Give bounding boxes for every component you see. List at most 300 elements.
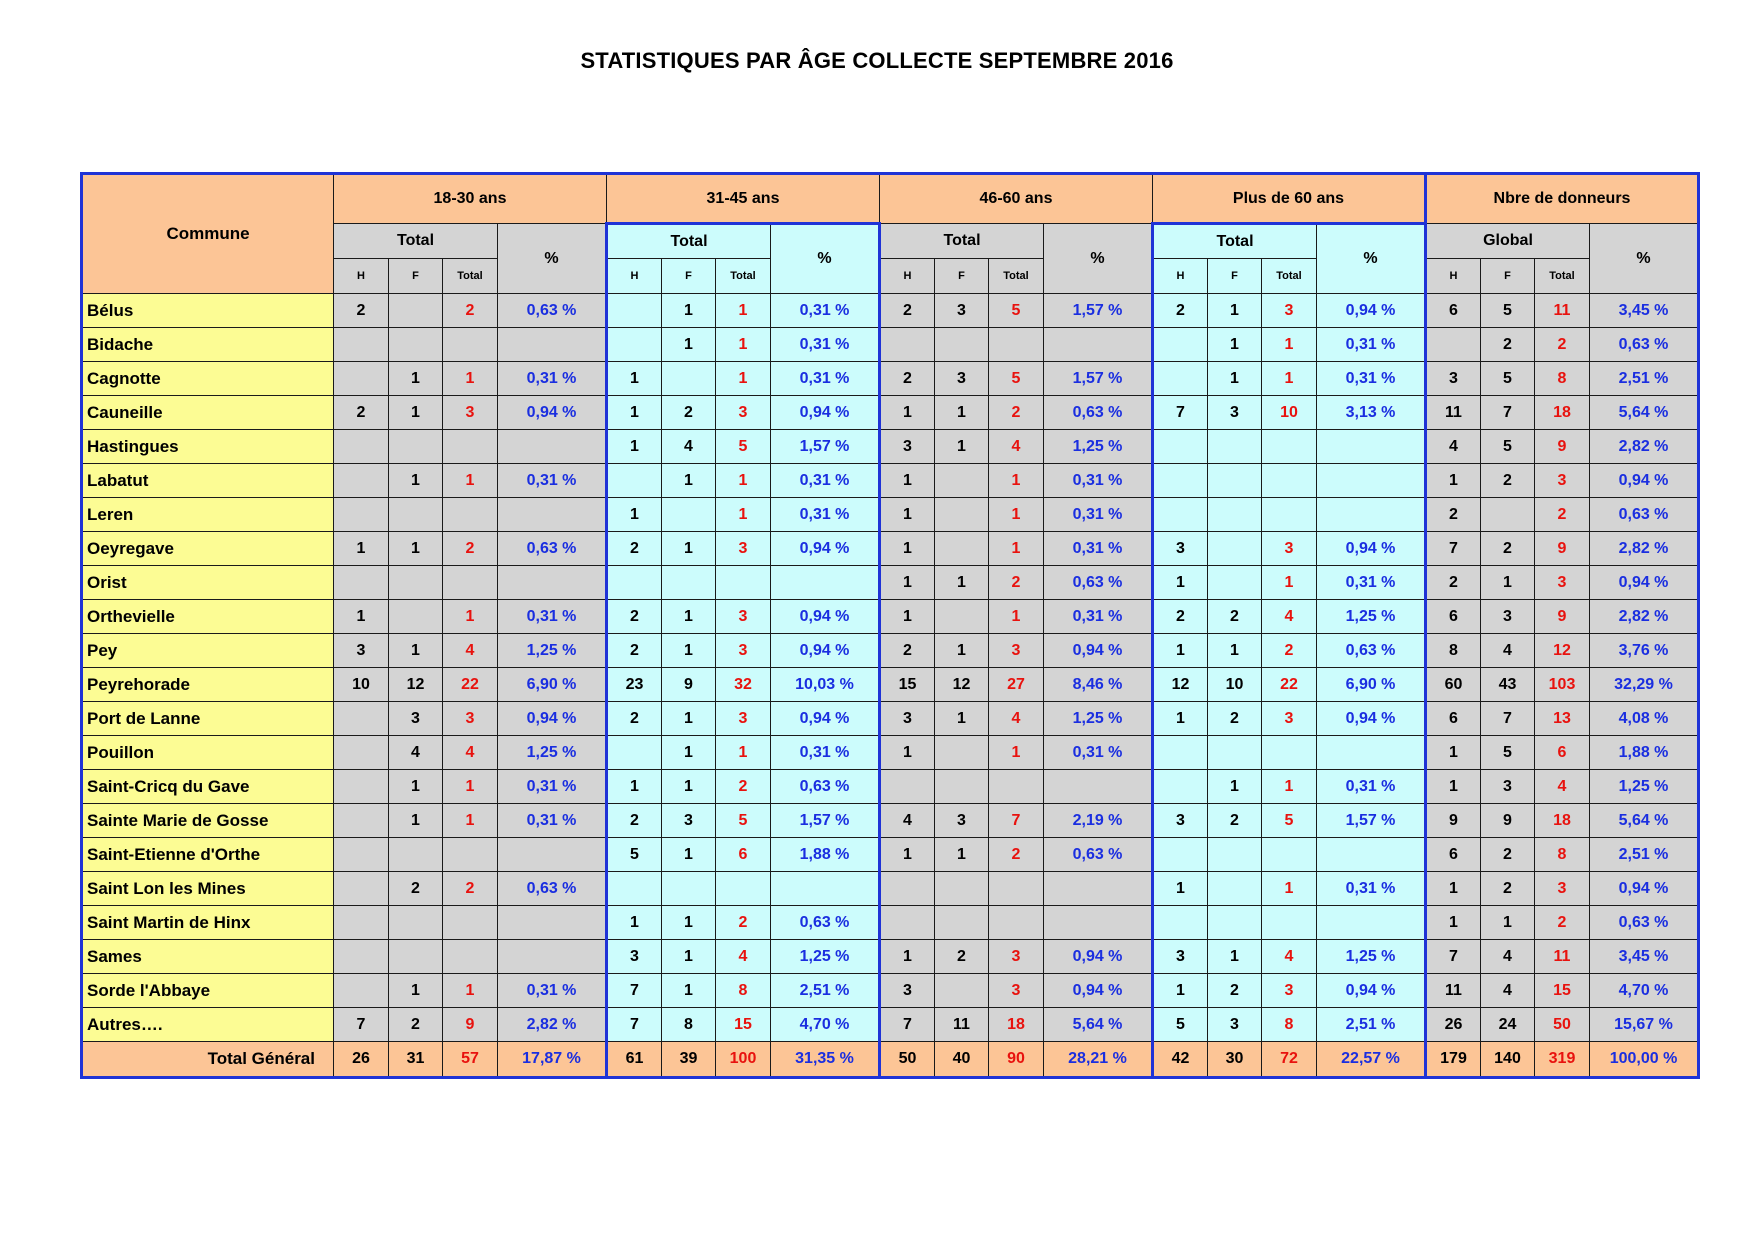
cell-pct-31-45: 0,31 % xyxy=(771,464,880,498)
cell-h-31-45: 61 xyxy=(607,1042,662,1078)
subheader-pct-31-45: % xyxy=(771,224,880,294)
cell-h-18-30 xyxy=(334,906,389,940)
cell-pct-46-60: 1,57 % xyxy=(1044,294,1153,328)
cell-h-46-60: 1 xyxy=(880,498,935,532)
cell-total-18-30: 57 xyxy=(443,1042,498,1078)
commune-name: Saint-Etienne d'Orthe xyxy=(82,838,334,872)
cell-pct-60-plus: 1,57 % xyxy=(1317,804,1426,838)
cell-h-46-60: 1 xyxy=(880,396,935,430)
cell-total-60-plus: 4 xyxy=(1262,600,1317,634)
cell-total-60-plus: 5 xyxy=(1262,804,1317,838)
cell-f-18-30: 1 xyxy=(389,362,443,396)
cell-f-46-60 xyxy=(935,600,989,634)
cell-f-31-45: 1 xyxy=(662,736,716,770)
cell-h-46-60: 2 xyxy=(880,294,935,328)
subheader-total-donneurs: Global xyxy=(1426,224,1590,259)
cell-f-donneurs xyxy=(1481,498,1535,532)
cell-f-donneurs: 2 xyxy=(1481,838,1535,872)
cell-h-18-30 xyxy=(334,328,389,362)
cell-pct-18-30: 0,94 % xyxy=(498,396,607,430)
cell-h-46-60 xyxy=(880,906,935,940)
cell-total-18-30: 4 xyxy=(443,634,498,668)
cell-total-donneurs: 6 xyxy=(1535,736,1590,770)
cell-pct-donneurs: 5,64 % xyxy=(1590,804,1699,838)
cell-h-60-plus: 2 xyxy=(1153,600,1208,634)
commune-name: Leren xyxy=(82,498,334,532)
cell-pct-18-30: 0,31 % xyxy=(498,362,607,396)
cell-total-60-plus: 3 xyxy=(1262,294,1317,328)
cell-pct-46-60: 0,63 % xyxy=(1044,566,1153,600)
cell-h-46-60: 1 xyxy=(880,600,935,634)
cell-pct-31-45: 0,63 % xyxy=(771,770,880,804)
cell-pct-18-30: 0,63 % xyxy=(498,294,607,328)
cell-h-18-30: 10 xyxy=(334,668,389,702)
commune-name: Cagnotte xyxy=(82,362,334,396)
cell-h-46-60: 3 xyxy=(880,974,935,1008)
commune-name: Hastingues xyxy=(82,430,334,464)
cell-f-18-30: 1 xyxy=(389,974,443,1008)
commune-name: Bélus xyxy=(82,294,334,328)
cell-f-60-plus: 1 xyxy=(1208,294,1262,328)
cell-total-18-30: 3 xyxy=(443,396,498,430)
cell-h-18-30 xyxy=(334,872,389,906)
subheader-total-46-60: Total xyxy=(880,224,1044,259)
cell-f-31-45: 1 xyxy=(662,464,716,498)
cell-h-60-plus: 1 xyxy=(1153,974,1208,1008)
cell-f-60-plus: 2 xyxy=(1208,804,1262,838)
cell-pct-60-plus: 0,31 % xyxy=(1317,328,1426,362)
cell-total-31-45: 3 xyxy=(716,634,771,668)
cell-f-donneurs: 4 xyxy=(1481,940,1535,974)
cell-h-60-plus: 3 xyxy=(1153,940,1208,974)
cell-pct-60-plus: 0,31 % xyxy=(1317,770,1426,804)
cell-total-31-45: 5 xyxy=(716,804,771,838)
cell-h-60-plus: 5 xyxy=(1153,1008,1208,1042)
group-header-46-60: 46-60 ans xyxy=(880,174,1153,224)
cell-f-46-60 xyxy=(935,736,989,770)
cell-f-46-60: 1 xyxy=(935,838,989,872)
col-header-f-46-60: F xyxy=(935,259,989,294)
cell-h-46-60: 2 xyxy=(880,362,935,396)
cell-h-18-30: 1 xyxy=(334,532,389,566)
subheader-total-31-45: Total xyxy=(607,224,771,259)
cell-pct-31-45: 0,31 % xyxy=(771,498,880,532)
cell-total-donneurs: 50 xyxy=(1535,1008,1590,1042)
commune-name: Pouillon xyxy=(82,736,334,770)
cell-h-31-45: 2 xyxy=(607,600,662,634)
cell-total-donneurs: 13 xyxy=(1535,702,1590,736)
cell-f-46-60 xyxy=(935,906,989,940)
cell-pct-46-60: 1,25 % xyxy=(1044,430,1153,464)
cell-h-60-plus xyxy=(1153,430,1208,464)
table-row xyxy=(82,736,1699,770)
cell-f-18-30: 1 xyxy=(389,464,443,498)
cell-total-donneurs: 103 xyxy=(1535,668,1590,702)
cell-h-31-45: 1 xyxy=(607,906,662,940)
cell-h-60-plus: 12 xyxy=(1153,668,1208,702)
cell-total-46-60 xyxy=(989,770,1044,804)
table-row xyxy=(82,464,1699,498)
cell-total-60-plus: 1 xyxy=(1262,566,1317,600)
cell-total-60-plus: 2 xyxy=(1262,634,1317,668)
cell-total-31-45: 4 xyxy=(716,940,771,974)
cell-total-18-30 xyxy=(443,328,498,362)
cell-h-60-plus xyxy=(1153,498,1208,532)
cell-f-60-plus xyxy=(1208,430,1262,464)
cell-total-donneurs: 4 xyxy=(1535,770,1590,804)
cell-pct-donneurs: 2,51 % xyxy=(1590,838,1699,872)
cell-f-donneurs: 140 xyxy=(1481,1042,1535,1078)
cell-h-31-45: 2 xyxy=(607,532,662,566)
cell-pct-donneurs: 0,63 % xyxy=(1590,498,1699,532)
cell-total-18-30: 9 xyxy=(443,1008,498,1042)
cell-total-donneurs: 9 xyxy=(1535,532,1590,566)
cell-pct-donneurs: 5,64 % xyxy=(1590,396,1699,430)
cell-f-46-60: 3 xyxy=(935,294,989,328)
table-row xyxy=(82,702,1699,736)
cell-pct-18-30: 6,90 % xyxy=(498,668,607,702)
cell-h-donneurs: 2 xyxy=(1426,498,1481,532)
cell-f-donneurs: 5 xyxy=(1481,736,1535,770)
col-header-f-60-plus: F xyxy=(1208,259,1262,294)
cell-f-31-45: 1 xyxy=(662,974,716,1008)
cell-h-donneurs: 11 xyxy=(1426,974,1481,1008)
cell-pct-donneurs: 4,70 % xyxy=(1590,974,1699,1008)
cell-h-donneurs xyxy=(1426,328,1481,362)
cell-h-31-45: 2 xyxy=(607,702,662,736)
cell-h-31-45 xyxy=(607,872,662,906)
col-header-total-31-45: Total xyxy=(716,259,771,294)
table-row xyxy=(82,838,1699,872)
cell-pct-46-60: 0,31 % xyxy=(1044,600,1153,634)
cell-total-donneurs: 3 xyxy=(1535,566,1590,600)
cell-h-46-60 xyxy=(880,872,935,906)
cell-h-18-30 xyxy=(334,430,389,464)
cell-f-46-60: 12 xyxy=(935,668,989,702)
table-row xyxy=(82,804,1699,838)
cell-f-18-30 xyxy=(389,566,443,600)
commune-name: Saint Lon les Mines xyxy=(82,872,334,906)
cell-h-60-plus: 3 xyxy=(1153,804,1208,838)
cell-total-18-30 xyxy=(443,430,498,464)
cell-total-18-30 xyxy=(443,566,498,600)
cell-h-60-plus: 2 xyxy=(1153,294,1208,328)
commune-name: Saint Martin de Hinx xyxy=(82,906,334,940)
cell-f-donneurs: 5 xyxy=(1481,294,1535,328)
cell-total-donneurs: 2 xyxy=(1535,906,1590,940)
cell-pct-18-30 xyxy=(498,838,607,872)
cell-total-31-45 xyxy=(716,566,771,600)
cell-h-18-30 xyxy=(334,940,389,974)
cell-h-31-45: 1 xyxy=(607,396,662,430)
cell-pct-60-plus: 0,31 % xyxy=(1317,872,1426,906)
col-header-total-donneurs: Total xyxy=(1535,259,1590,294)
cell-pct-31-45: 1,25 % xyxy=(771,940,880,974)
cell-h-60-plus: 1 xyxy=(1153,566,1208,600)
cell-total-60-plus: 3 xyxy=(1262,974,1317,1008)
commune-name: Peyrehorade xyxy=(82,668,334,702)
cell-total-46-60: 5 xyxy=(989,294,1044,328)
cell-f-donneurs: 1 xyxy=(1481,906,1535,940)
cell-h-donneurs: 26 xyxy=(1426,1008,1481,1042)
cell-total-donneurs: 8 xyxy=(1535,838,1590,872)
cell-h-donneurs: 11 xyxy=(1426,396,1481,430)
cell-f-60-plus xyxy=(1208,872,1262,906)
cell-pct-31-45 xyxy=(771,872,880,906)
cell-h-donneurs: 6 xyxy=(1426,294,1481,328)
commune-name: Labatut xyxy=(82,464,334,498)
cell-pct-18-30 xyxy=(498,906,607,940)
cell-f-46-60: 3 xyxy=(935,804,989,838)
cell-pct-60-plus xyxy=(1317,430,1426,464)
cell-total-60-plus: 3 xyxy=(1262,532,1317,566)
cell-pct-46-60: 28,21 % xyxy=(1044,1042,1153,1078)
cell-total-31-45: 1 xyxy=(716,362,771,396)
cell-h-donneurs: 6 xyxy=(1426,702,1481,736)
cell-total-60-plus: 10 xyxy=(1262,396,1317,430)
cell-h-donneurs: 6 xyxy=(1426,600,1481,634)
cell-pct-18-30: 0,31 % xyxy=(498,804,607,838)
commune-name: Orist xyxy=(82,566,334,600)
group-header-18-30: 18-30 ans xyxy=(334,174,607,224)
cell-f-60-plus xyxy=(1208,736,1262,770)
table-row xyxy=(82,566,1699,600)
cell-pct-31-45: 0,94 % xyxy=(771,532,880,566)
table-row xyxy=(82,396,1699,430)
cell-pct-31-45: 0,94 % xyxy=(771,702,880,736)
cell-total-60-plus xyxy=(1262,498,1317,532)
cell-total-46-60: 3 xyxy=(989,634,1044,668)
cell-pct-60-plus: 6,90 % xyxy=(1317,668,1426,702)
cell-h-60-plus: 7 xyxy=(1153,396,1208,430)
cell-f-31-45: 1 xyxy=(662,770,716,804)
cell-total-18-30 xyxy=(443,838,498,872)
total-general-label: Total Général xyxy=(82,1042,334,1078)
cell-h-46-60: 2 xyxy=(880,634,935,668)
col-header-f-18-30: F xyxy=(389,259,443,294)
cell-pct-18-30 xyxy=(498,940,607,974)
commune-name: Saint-Cricq du Gave xyxy=(82,770,334,804)
cell-total-donneurs: 18 xyxy=(1535,396,1590,430)
cell-f-18-30: 1 xyxy=(389,532,443,566)
cell-total-46-60: 27 xyxy=(989,668,1044,702)
cell-h-donneurs: 4 xyxy=(1426,430,1481,464)
cell-pct-18-30: 0,31 % xyxy=(498,464,607,498)
cell-pct-46-60: 0,31 % xyxy=(1044,464,1153,498)
cell-f-donneurs: 3 xyxy=(1481,600,1535,634)
cell-f-18-30: 1 xyxy=(389,634,443,668)
cell-pct-60-plus: 0,94 % xyxy=(1317,974,1426,1008)
cell-pct-46-60 xyxy=(1044,906,1153,940)
cell-pct-31-45: 1,57 % xyxy=(771,804,880,838)
cell-pct-31-45: 31,35 % xyxy=(771,1042,880,1078)
subheader-total-18-30: Total xyxy=(334,224,498,259)
cell-f-31-45: 9 xyxy=(662,668,716,702)
cell-f-46-60: 2 xyxy=(935,940,989,974)
cell-total-46-60: 1 xyxy=(989,498,1044,532)
cell-total-60-plus: 22 xyxy=(1262,668,1317,702)
cell-f-31-45: 39 xyxy=(662,1042,716,1078)
cell-total-60-plus xyxy=(1262,430,1317,464)
cell-total-46-60: 1 xyxy=(989,736,1044,770)
cell-h-18-30 xyxy=(334,464,389,498)
cell-h-18-30 xyxy=(334,974,389,1008)
cell-f-donneurs: 5 xyxy=(1481,362,1535,396)
cell-f-60-plus: 3 xyxy=(1208,1008,1262,1042)
cell-h-60-plus xyxy=(1153,838,1208,872)
cell-total-donneurs: 3 xyxy=(1535,872,1590,906)
cell-total-donneurs: 12 xyxy=(1535,634,1590,668)
cell-total-31-45: 5 xyxy=(716,430,771,464)
cell-pct-60-plus: 2,51 % xyxy=(1317,1008,1426,1042)
cell-pct-18-30: 1,25 % xyxy=(498,634,607,668)
col-header-h-31-45: H xyxy=(607,259,662,294)
cell-h-46-60: 1 xyxy=(880,940,935,974)
cell-pct-donneurs: 2,82 % xyxy=(1590,600,1699,634)
cell-f-60-plus xyxy=(1208,838,1262,872)
subheader-pct-60-plus: % xyxy=(1317,224,1426,294)
cell-f-31-45 xyxy=(662,362,716,396)
cell-h-60-plus: 3 xyxy=(1153,532,1208,566)
cell-h-46-60: 1 xyxy=(880,736,935,770)
cell-h-31-45 xyxy=(607,294,662,328)
cell-h-46-60 xyxy=(880,328,935,362)
cell-total-31-45: 1 xyxy=(716,294,771,328)
cell-f-31-45 xyxy=(662,498,716,532)
cell-h-31-45: 1 xyxy=(607,498,662,532)
commune-name: Pey xyxy=(82,634,334,668)
cell-total-60-plus: 8 xyxy=(1262,1008,1317,1042)
cell-pct-donneurs: 1,88 % xyxy=(1590,736,1699,770)
cell-f-18-30: 2 xyxy=(389,1008,443,1042)
cell-f-31-45 xyxy=(662,566,716,600)
cell-h-60-plus xyxy=(1153,736,1208,770)
cell-h-46-60: 1 xyxy=(880,464,935,498)
cell-total-46-60: 90 xyxy=(989,1042,1044,1078)
cell-f-60-plus: 1 xyxy=(1208,770,1262,804)
cell-f-donneurs: 43 xyxy=(1481,668,1535,702)
commune-name: Sainte Marie de Gosse xyxy=(82,804,334,838)
cell-total-46-60: 2 xyxy=(989,566,1044,600)
cell-f-46-60 xyxy=(935,328,989,362)
cell-pct-donneurs: 0,63 % xyxy=(1590,328,1699,362)
cell-h-31-45 xyxy=(607,464,662,498)
group-header-donneurs: Nbre de donneurs xyxy=(1426,174,1699,224)
cell-h-donneurs: 60 xyxy=(1426,668,1481,702)
cell-f-31-45: 3 xyxy=(662,804,716,838)
cell-h-46-60: 3 xyxy=(880,430,935,464)
cell-f-60-plus: 30 xyxy=(1208,1042,1262,1078)
cell-pct-31-45: 0,31 % xyxy=(771,328,880,362)
cell-pct-60-plus: 1,25 % xyxy=(1317,600,1426,634)
cell-f-46-60 xyxy=(935,498,989,532)
commune-header: Commune xyxy=(82,174,334,294)
cell-f-31-45: 1 xyxy=(662,838,716,872)
cell-total-46-60: 7 xyxy=(989,804,1044,838)
cell-total-donneurs: 2 xyxy=(1535,328,1590,362)
cell-total-60-plus xyxy=(1262,736,1317,770)
page-title: STATISTIQUES PAR ÂGE COLLECTE SEPTEMBRE 2016 xyxy=(580,48,1174,73)
cell-pct-donneurs: 2,51 % xyxy=(1590,362,1699,396)
table-row xyxy=(82,906,1699,940)
table-row xyxy=(82,974,1699,1008)
cell-pct-46-60 xyxy=(1044,328,1153,362)
cell-h-46-60 xyxy=(880,770,935,804)
age-statistics-table xyxy=(80,172,1700,1079)
cell-f-31-45: 1 xyxy=(662,702,716,736)
cell-h-18-30: 2 xyxy=(334,294,389,328)
commune-name: Autres…. xyxy=(82,1008,334,1042)
table-row xyxy=(82,770,1699,804)
total-general-row xyxy=(82,1042,1699,1078)
cell-pct-donneurs: 2,82 % xyxy=(1590,532,1699,566)
table-row xyxy=(82,328,1699,362)
commune-name: Sorde l'Abbaye xyxy=(82,974,334,1008)
cell-total-18-30: 1 xyxy=(443,464,498,498)
cell-h-18-30 xyxy=(334,736,389,770)
cell-total-18-30: 1 xyxy=(443,362,498,396)
cell-pct-46-60: 0,63 % xyxy=(1044,396,1153,430)
cell-h-60-plus xyxy=(1153,770,1208,804)
cell-h-60-plus: 1 xyxy=(1153,702,1208,736)
col-header-total-60-plus: Total xyxy=(1262,259,1317,294)
cell-total-18-30: 4 xyxy=(443,736,498,770)
cell-h-18-30: 1 xyxy=(334,600,389,634)
cell-total-60-plus: 1 xyxy=(1262,770,1317,804)
cell-f-18-30: 4 xyxy=(389,736,443,770)
cell-h-donneurs: 6 xyxy=(1426,838,1481,872)
cell-h-31-45: 2 xyxy=(607,804,662,838)
cell-h-donneurs: 7 xyxy=(1426,940,1481,974)
cell-h-46-60: 1 xyxy=(880,566,935,600)
cell-pct-donneurs: 3,45 % xyxy=(1590,294,1699,328)
col-header-total-18-30: Total xyxy=(443,259,498,294)
cell-total-60-plus: 1 xyxy=(1262,872,1317,906)
cell-pct-donneurs: 0,94 % xyxy=(1590,872,1699,906)
cell-f-18-30 xyxy=(389,430,443,464)
cell-total-donneurs: 2 xyxy=(1535,498,1590,532)
cell-f-18-30 xyxy=(389,906,443,940)
commune-name: Cauneille xyxy=(82,396,334,430)
cell-h-46-60: 1 xyxy=(880,838,935,872)
group-header-31-45: 31-45 ans xyxy=(607,174,880,224)
cell-f-18-30: 1 xyxy=(389,396,443,430)
cell-total-46-60: 5 xyxy=(989,362,1044,396)
cell-pct-46-60: 5,64 % xyxy=(1044,1008,1153,1042)
cell-total-31-45: 3 xyxy=(716,702,771,736)
cell-pct-31-45: 0,63 % xyxy=(771,906,880,940)
table-row xyxy=(82,1008,1699,1042)
cell-pct-46-60: 0,63 % xyxy=(1044,838,1153,872)
cell-total-donneurs: 9 xyxy=(1535,600,1590,634)
cell-pct-60-plus: 0,94 % xyxy=(1317,532,1426,566)
cell-pct-46-60: 0,31 % xyxy=(1044,498,1153,532)
cell-total-31-45: 32 xyxy=(716,668,771,702)
cell-h-donneurs: 1 xyxy=(1426,736,1481,770)
cell-f-donneurs: 2 xyxy=(1481,872,1535,906)
cell-f-46-60: 1 xyxy=(935,634,989,668)
cell-total-46-60 xyxy=(989,328,1044,362)
cell-h-31-45: 1 xyxy=(607,770,662,804)
cell-f-60-plus: 1 xyxy=(1208,940,1262,974)
cell-pct-31-45 xyxy=(771,566,880,600)
cell-h-donneurs: 1 xyxy=(1426,770,1481,804)
cell-pct-46-60: 1,25 % xyxy=(1044,702,1153,736)
col-header-h-60-plus: H xyxy=(1153,259,1208,294)
cell-total-60-plus: 72 xyxy=(1262,1042,1317,1078)
col-header-h-donneurs: H xyxy=(1426,259,1481,294)
cell-h-donneurs: 9 xyxy=(1426,804,1481,838)
